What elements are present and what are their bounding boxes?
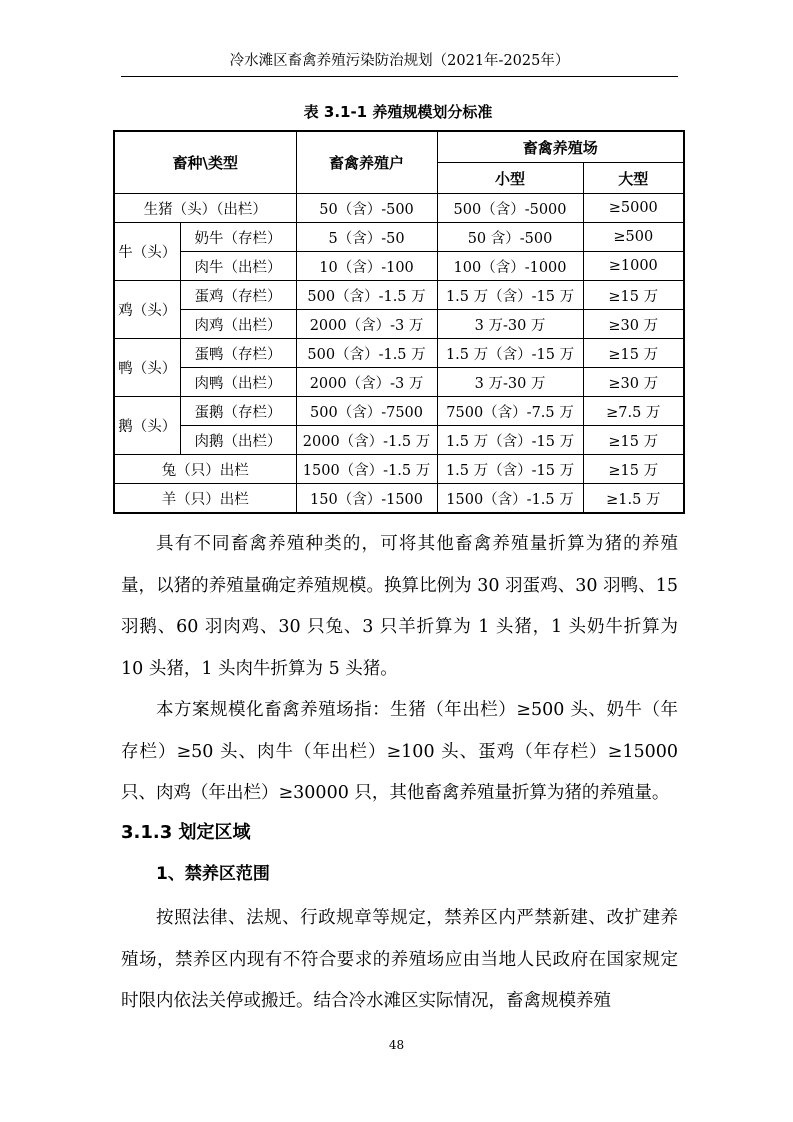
paragraph-prohibited-zone: 按照法律、法规、行政规章等规定，禁养区内严禁新建、改扩建养殖场，禁养区内现有不符合要求的养殖场应由当地人民政府在国家规定时限内依法关停或搬迁。结合冷水滩区实际情况，畜禽规模养殖 — [121, 908, 678, 1011]
row-large: ≥15 万 — [583, 426, 684, 455]
row-item: 生猪（头）（出栏） — [114, 194, 296, 223]
row-large: ≥1000 — [583, 252, 684, 281]
table-row — [114, 252, 684, 281]
row-household: 500（含）-1.5 万 — [296, 339, 437, 368]
paragraph-conversion: 具有不同畜禽养殖种类的，可将其他畜禽养殖量折算为猪的养殖量，以猪的养殖量确定养殖规模。换算比例为 30 羽蛋鸡、30 羽鸭、15 羽鹅、60 羽肉鸡、30 只兔、3 只羊折算为 1 头猪，1 头奶牛折算为 10 头猪，1 头肉牛折算为 5 头猪。 — [121, 534, 678, 679]
running-header: 冷水滩区畜禽养殖污染防治规划（2021年-2025年） — [229, 53, 570, 69]
table-caption: 表 3.1-1 养殖规模划分标准 — [303, 103, 493, 121]
row-household: 50（含）-500 — [296, 194, 437, 223]
row-household: 5（含）-50 — [296, 223, 437, 252]
table-row — [114, 339, 684, 368]
row-group: 鸭（头） — [114, 339, 180, 397]
header-farm: 畜禽养殖场 — [437, 131, 684, 163]
row-household: 150（含）-1500 — [296, 484, 437, 514]
row-item: 肉鹅（出栏） — [180, 426, 296, 455]
row-item: 肉牛（出栏） — [180, 252, 296, 281]
header-small: 小型 — [437, 163, 583, 194]
row-group: 牛（头） — [114, 223, 180, 281]
row-large: ≥30 万 — [583, 368, 684, 397]
header-rule — [121, 76, 678, 77]
row-item: 兔（只）出栏 — [114, 455, 296, 484]
row-small: 1500（含）-1.5 万 — [437, 484, 583, 514]
scale-standard-table — [113, 130, 685, 514]
header-species-type: 畜种\类型 — [114, 131, 296, 194]
row-small: 500（含）-5000 — [437, 194, 583, 223]
table-row — [114, 281, 684, 310]
row-large: ≥15 万 — [583, 339, 684, 368]
row-large: ≥1.5 万 — [583, 484, 684, 514]
row-large: ≥15 万 — [583, 455, 684, 484]
table-row — [114, 310, 684, 339]
row-large: ≥5000 — [583, 194, 684, 223]
row-household: 2000（含）-3 万 — [296, 310, 437, 339]
row-small: 3 万-30 万 — [437, 310, 583, 339]
row-large: ≥30 万 — [583, 310, 684, 339]
section-heading: 3.1.3 划定区域 — [121, 822, 251, 843]
row-small: 1.5 万（含）-15 万 — [437, 426, 583, 455]
row-household: 1500（含）-1.5 万 — [296, 455, 437, 484]
header-household: 畜禽养殖户 — [296, 131, 437, 194]
row-small: 50 含）-500 — [437, 223, 583, 252]
row-household: 2000（含）-3 万 — [296, 368, 437, 397]
row-household: 500（含）-1.5 万 — [296, 281, 437, 310]
header-large: 大型 — [583, 163, 684, 194]
row-small: 100（含）-1000 — [437, 252, 583, 281]
row-small: 1.5 万（含）-15 万 — [437, 281, 583, 310]
table-row — [114, 397, 684, 426]
row-large: ≥500 — [583, 223, 684, 252]
sub-heading: 1、禁养区范围 — [156, 864, 270, 884]
row-small: 3 万-30 万 — [437, 368, 583, 397]
row-group: 鸡（头） — [114, 281, 180, 339]
row-item: 蛋鹅（存栏） — [180, 397, 296, 426]
row-item: 奶牛（存栏） — [180, 223, 296, 252]
row-item: 蛋鸭（存栏） — [180, 339, 296, 368]
row-household: 2000（含）-1.5 万 — [296, 426, 437, 455]
row-small: 1.5 万（含）-15 万 — [437, 455, 583, 484]
row-large: ≥15 万 — [583, 281, 684, 310]
row-item: 蛋鸡（存栏） — [180, 281, 296, 310]
table-row — [114, 426, 684, 455]
row-small: 1.5 万（含）-15 万 — [437, 339, 583, 368]
paragraph-definition: 本方案规模化畜禽养殖场指：生猪（年出栏）≥500 头、奶牛（年存栏）≥50 头、肉牛（年出栏）≥100 头、蛋鸡（年存栏）≥15000 只、肉鸡（年出栏）≥30000 只，其他畜禽养殖量折算为猪的养殖量。 — [121, 700, 678, 803]
row-item: 肉鸭（出栏） — [180, 368, 296, 397]
row-household: 10（含）-100 — [296, 252, 437, 281]
row-household: 500（含）-7500 — [296, 397, 437, 426]
row-large: ≥7.5 万 — [583, 397, 684, 426]
row-item: 羊（只）出栏 — [114, 484, 296, 514]
table-row — [114, 455, 684, 484]
table-row — [114, 368, 684, 397]
row-group: 鹅（头） — [114, 397, 180, 455]
row-item: 肉鸡（出栏） — [180, 310, 296, 339]
table-row — [114, 484, 684, 514]
table-row — [114, 194, 684, 223]
page-number: 48 — [388, 1038, 405, 1052]
row-small: 7500（含）-7.5 万 — [437, 397, 583, 426]
table-row — [114, 223, 684, 252]
